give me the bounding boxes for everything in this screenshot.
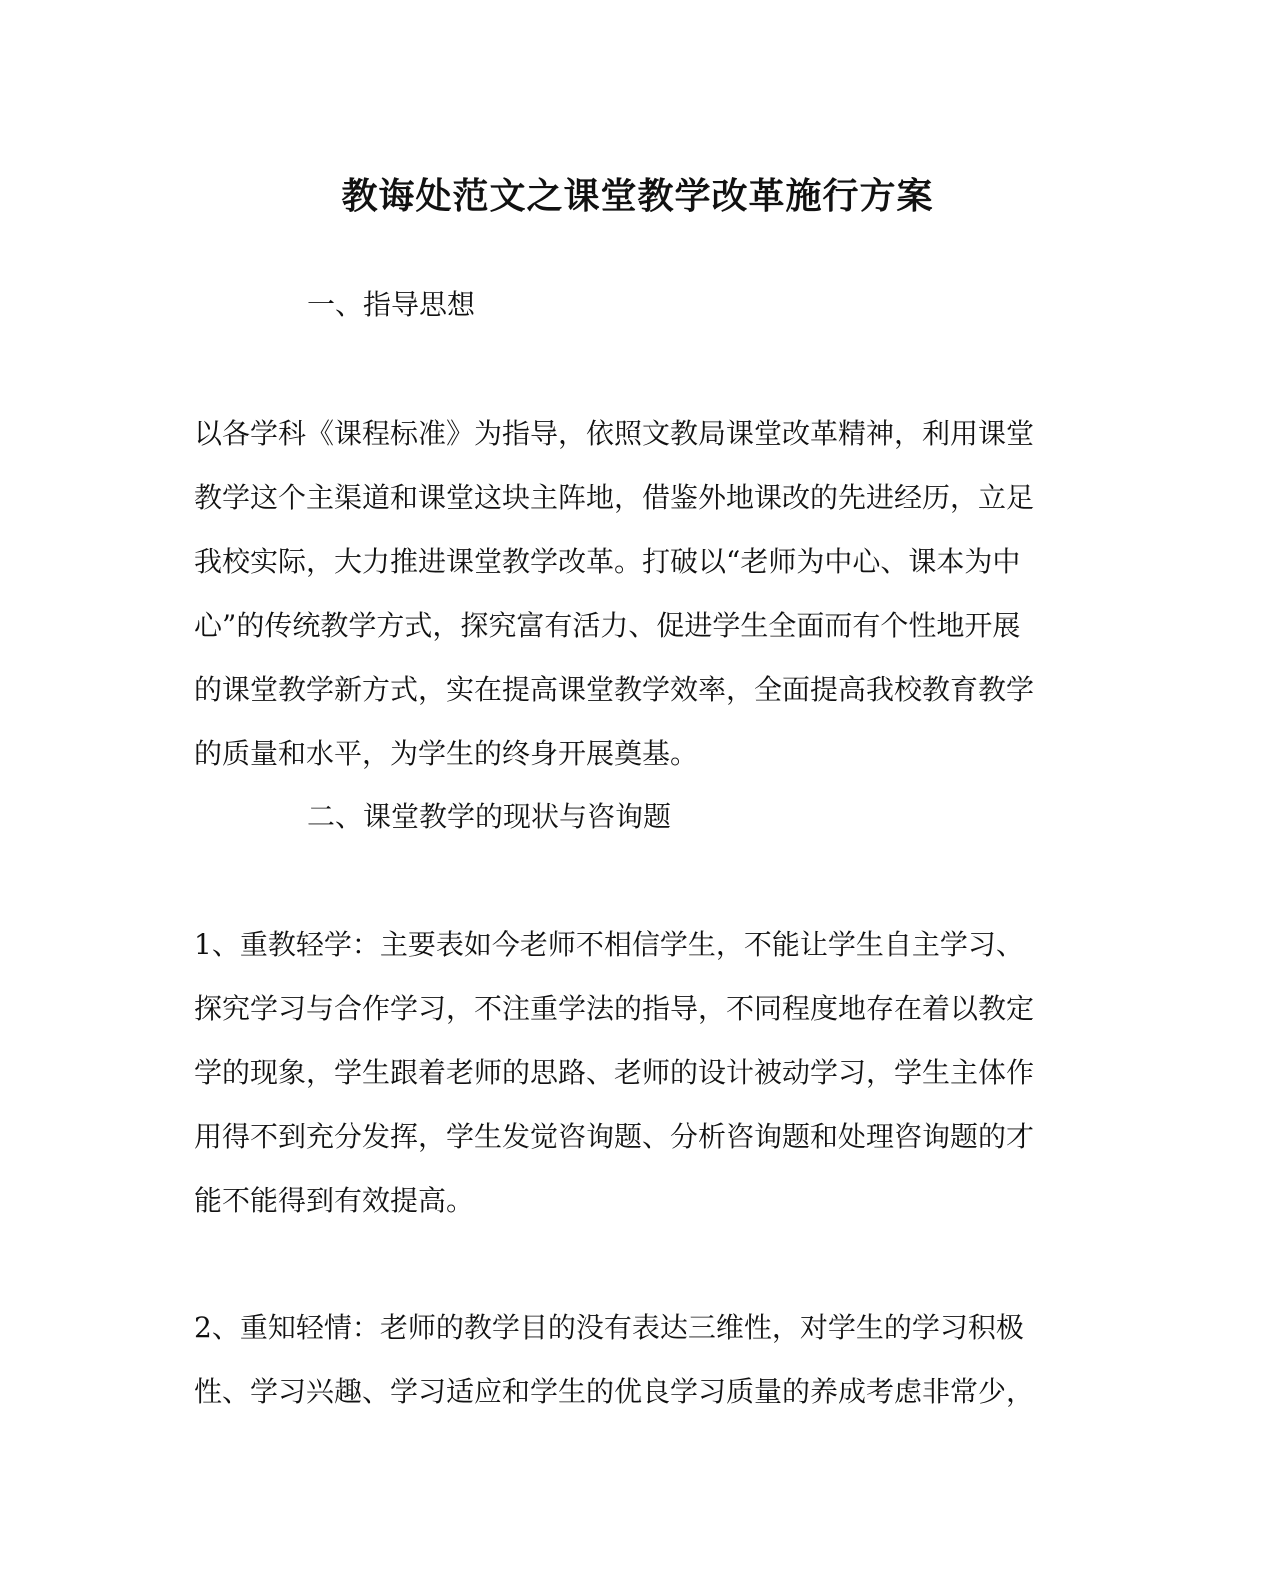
paragraph-line: 2、重知轻情：老师的教学目的没有表达三维性，对学生的学习积极 [194,1311,1024,1344]
paragraph-line: 以各学科《课程标准》为指导，依照文教局课堂改革精神，利用课堂 [194,417,1035,450]
paragraph-line: 1、重教轻学：主要表如今老师不相信学生，不能让学生自主学习、 [194,928,1024,961]
paragraph-line: 探究学习与合作学习，不注重学法的指导，不同程度地存在着以教定 [194,992,1035,1025]
section-heading-guiding-ideology: 一、指导思想 [307,288,476,321]
section-heading-current-status: 二、课堂教学的现状与咨询题 [307,800,672,833]
paragraph-line: 教学这个主渠道和课堂这块主阵地，借鉴外地课改的先进经历，立足 [194,481,1035,514]
document-title: 教诲处范文之课堂教学改革施行方案 [341,175,934,217]
paragraph-line: 的课堂教学新方式，实在提高课堂教学效率，全面提高我校教育教学 [194,673,1035,706]
paragraph-line: 性、学习兴趣、学习适应和学生的优良学习质量的养成考虑非常少， [194,1375,1035,1408]
paragraph-line: 心”的传统教学方式，探究富有活力、促进学生全面而有个性地开展 [194,609,1021,642]
paragraph-line: 用得不到充分发挥，学生发觉咨询题、分析咨询题和处理咨询题的才 [194,1120,1035,1153]
list-item-knowledge-over-emotion [194,1296,1064,1424]
paragraph-line: 的质量和水平，为学生的终身开展奠基。 [194,737,699,770]
paragraph-line: 学的现象，学生跟着老师的思路、老师的设计被动学习，学生主体作 [194,1056,1035,1089]
paragraph-guiding-ideology [194,402,1064,786]
list-item-teaching-over-learning [194,913,1064,1233]
paragraph-line: 我校实际，大力推进课堂教学改革。打破以“老师为中心、课本为中 [194,545,1021,578]
paragraph-line: 能不能得到有效提高。 [194,1184,475,1217]
